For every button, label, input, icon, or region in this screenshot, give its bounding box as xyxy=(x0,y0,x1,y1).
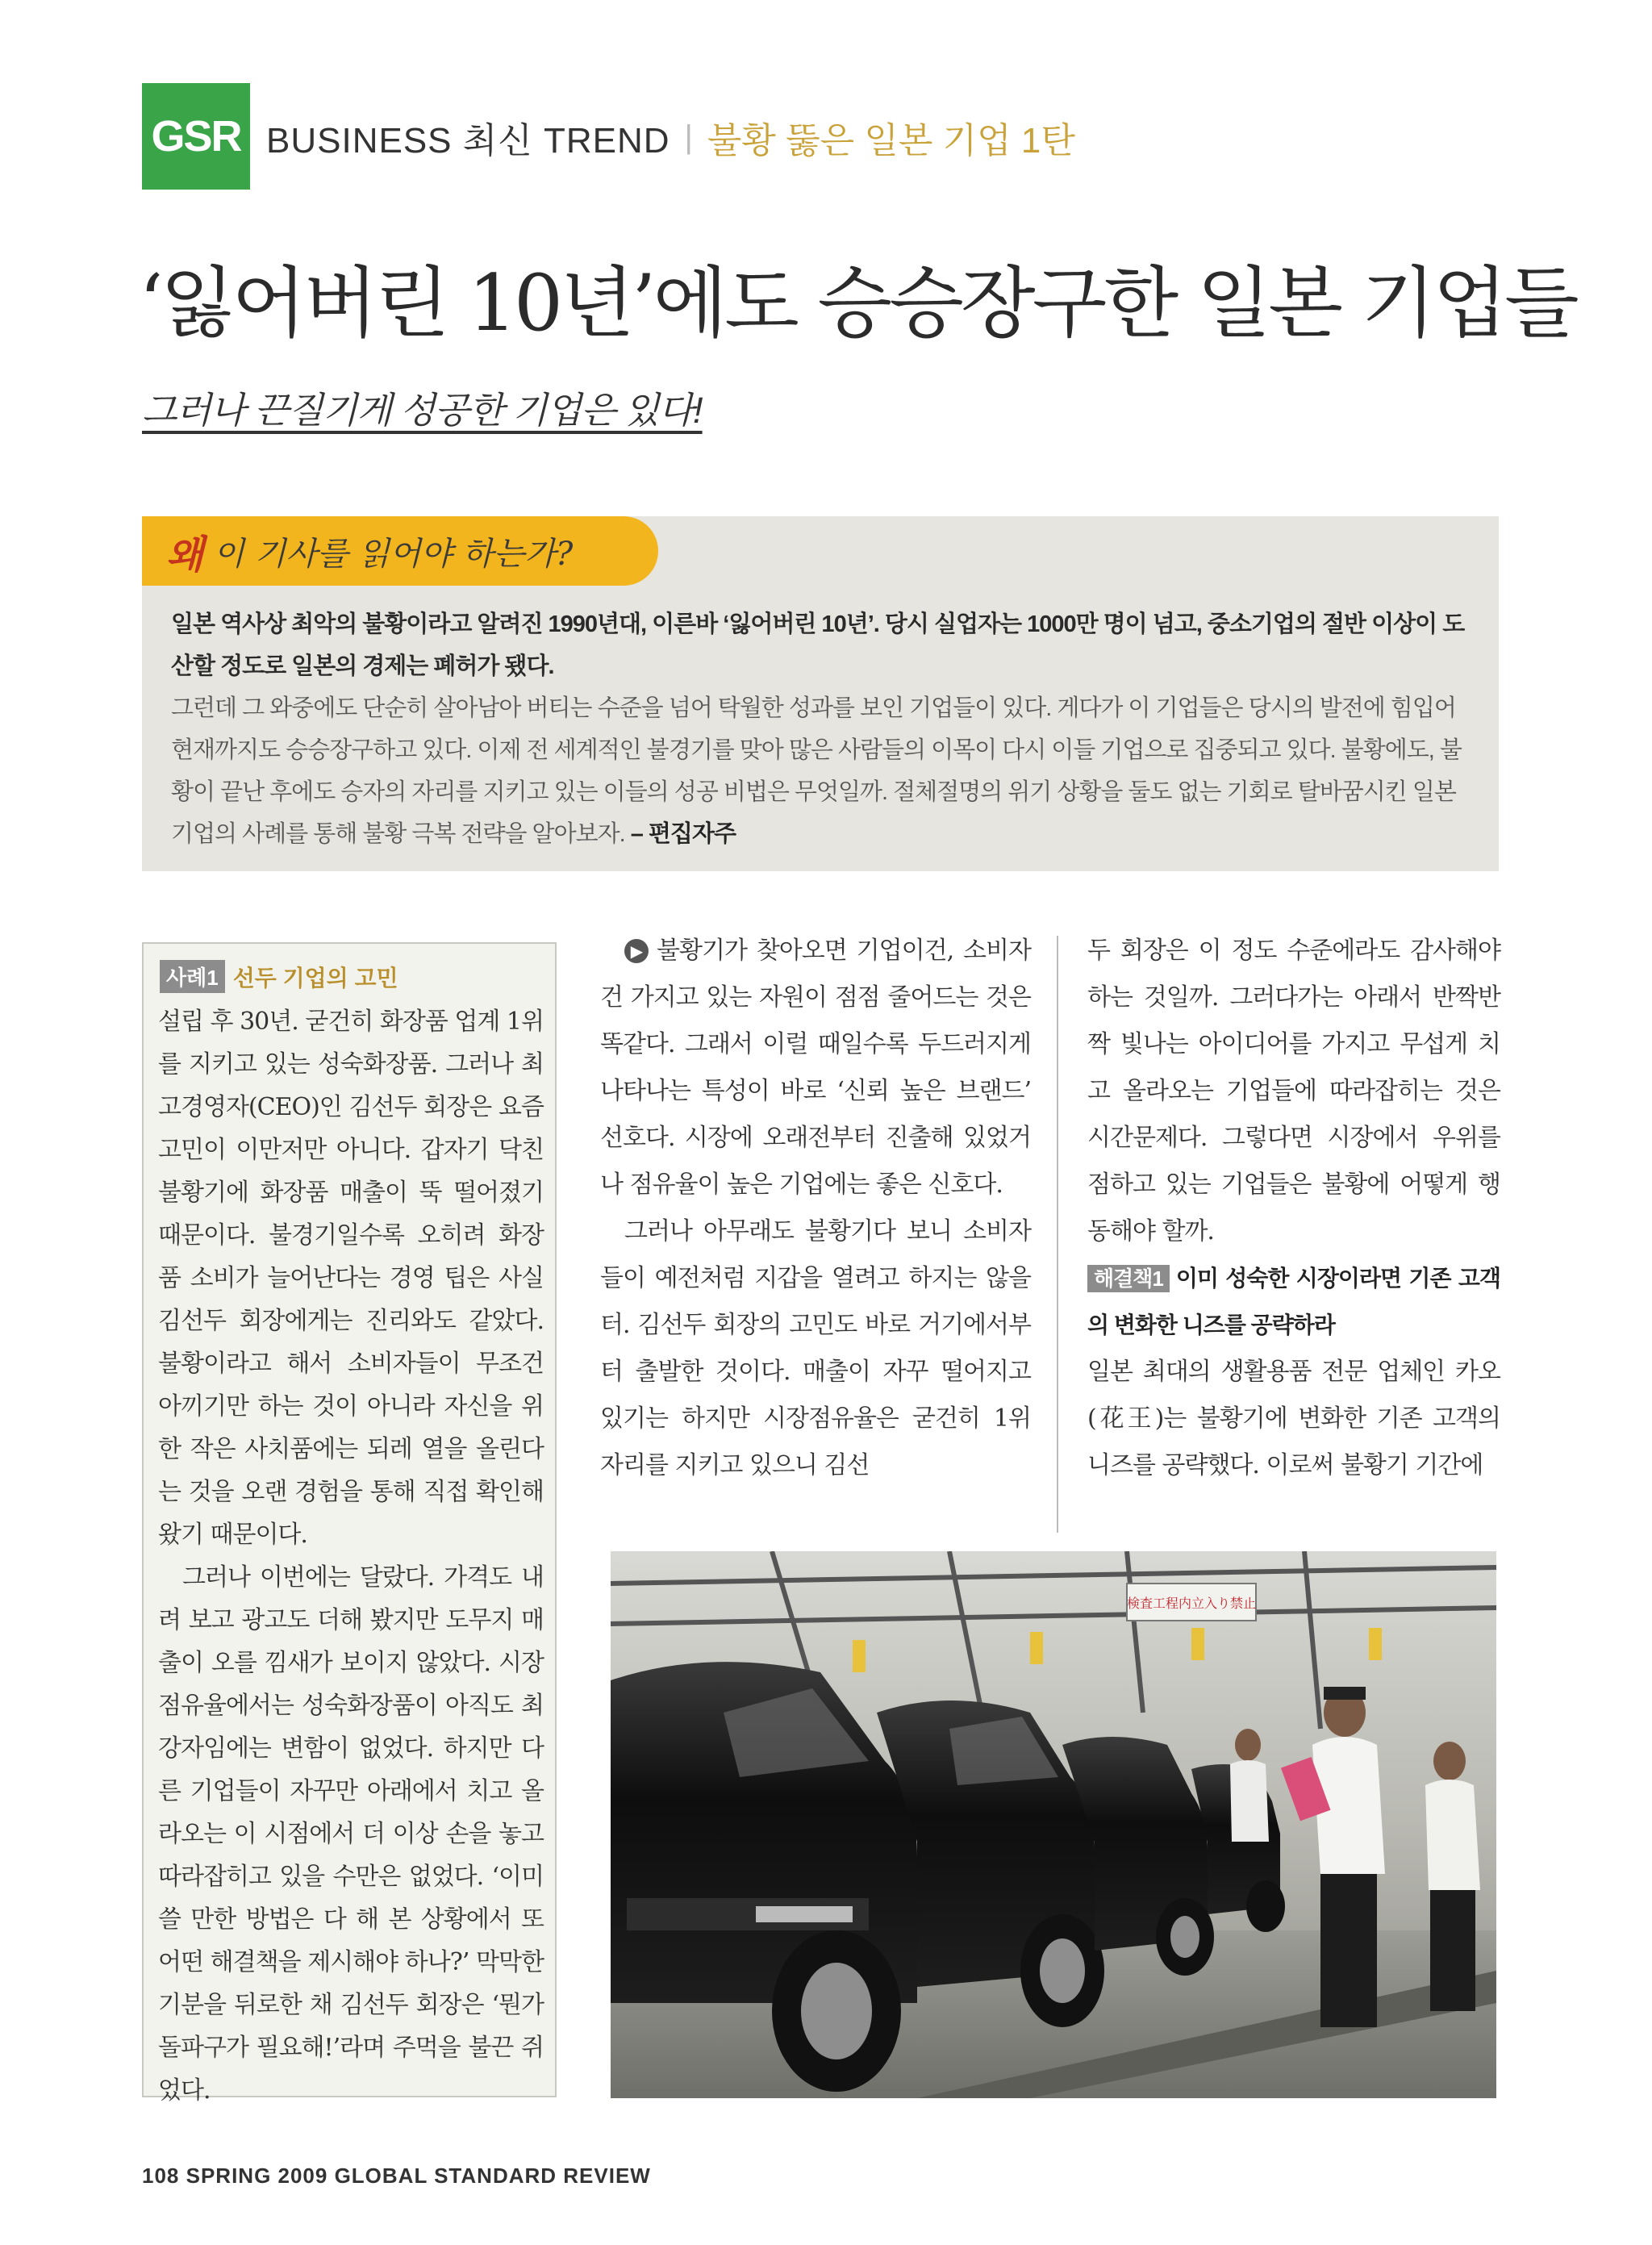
page-footer: 108 SPRING 2009 GLOBAL STANDARD REVIEW xyxy=(142,2164,651,2188)
body-column-2 xyxy=(600,928,1031,1489)
section-header xyxy=(266,113,1075,161)
case-paragraph-1: 설립 후 30년. 굳건히 화장품 업계 1위를 지키고 있는 성숙화장품. 그러나 최고경영자(CEO)인 김선두 회장은 요즘 고민이 이만저만 아니다. 갑자기 닥친 불황기에 화장품 매출이 뚝 떨어졌기 때문이다. 불경기일수록 오히려 화장품 소비가 늘어난다는 경영 팁은 사실 김선두 회장에게는 진리와도 같았다. 불황이라고 해서 소비자들이 무조건 아끼기만 하는 것이 아니라 자신을 위한 작은 사치품에는 되레 열을 올린다는 것을 오랜 경험을 통해 직접 확인해 왔기 때문이다. xyxy=(158,1008,544,1549)
warning-sign: 検査工程内立入り禁止 xyxy=(1126,1596,1257,1611)
column3-paragraph-1: 두 회장은 이 정도 수준에라도 감사해야 하는 것일까. 그러다가는 아래서 반짝반짝 빛나는 아이디어를 가지고 무섭게 치고 올라오는 기업들에 따라잡히는 것은 시간문제다. 그렇다면 시장에서 우위를 점하고 있는 기업들은 불황에 어떻게 행동해야 할까. xyxy=(1087,937,1500,1246)
why-lead-text: 일본 역사상 최악의 불황이라고 알려진 1990년대, 이른바 ‘잃어버린 10년’. 당시 실업자는 1000만 명이 넘고, 중소기업의 절반 이상이 도산할 정도로 일본의 경제는 폐허가 됐다. xyxy=(171,611,1465,679)
case-paragraph-2: 그러나 이번에는 달랐다. 가격도 내려 보고 광고도 더해 봤지만 도무지 매출이 오를 낌새가 보이지 않았다. 시장점유율에서는 성숙화장품이 아직도 최강자임에는 변함이 없었다. 하지만 다른 기업들이 자꾸만 아래에서 치고 올라오는 이 시점에서 더 이상 손을 놓고 따라잡히고 있을 수만은 없었다. ‘이미 쓸 만한 방법은 다 해 본 상황에서 또 어떤 해결책을 제시해야 하나?’ 막막한 기분을 뒤로한 채 김선두 회장은 ‘뭔가 돌파구가 필요해!’라며 주먹을 불끈 쥐었다. xyxy=(158,1563,544,2105)
header-separator: | xyxy=(684,119,693,155)
case-title: 선두 기업의 고민 xyxy=(232,965,398,991)
article-title: ‘잃어버린 10년’에도 승승장구한 일본 기업들 xyxy=(139,258,1576,348)
why-heading: 이 기사를 읽어야 하는가? xyxy=(213,535,574,573)
column3-paragraph-2: 일본 최대의 생활용품 전문 업체인 카오(花王)는 불황기에 변화한 기존 고객의 니즈를 공략했다. 이로써 불황기 기간에 xyxy=(1087,1358,1500,1479)
solution-title: 이미 성숙한 시장이라면 기존 고객의 변화한 니즈를 공략하라 xyxy=(1087,1266,1500,1337)
column2-paragraph-1 xyxy=(600,928,1031,1208)
column2-paragraph-2: 그러나 아무래도 불황기다 보니 소비자들이 예전처럼 지갑을 열려고 하지는 않을 터. 김선두 회장의 고민도 바로 거기에서부터 출발한 것이다. 매출이 자꾸 떨어지고 있기는 하지만 시장점유율은 굳건히 1위 자리를 지키고 있으니 김선 xyxy=(600,1217,1031,1479)
case-study-header xyxy=(160,960,398,993)
why-read-tab xyxy=(142,516,658,586)
solution-heading xyxy=(1087,1255,1500,1349)
series-label: 불황 뚫은 일본 기업 1탄 xyxy=(707,121,1075,161)
gsr-logo: GSR xyxy=(142,83,250,190)
column-divider xyxy=(1057,936,1058,1533)
case-badge: 사례1 xyxy=(160,960,225,993)
article-subtitle: 그러나 끈질기게 성공한 기업은 있다! xyxy=(142,390,703,431)
case-study-text xyxy=(158,1000,544,2112)
factory-photo-illustration xyxy=(611,1551,1496,2098)
solution-badge: 해결책1 xyxy=(1087,1265,1170,1292)
section-label: BUSINESS 최신 TREND xyxy=(266,121,670,161)
why-mark: 왜 xyxy=(166,532,204,578)
arrow-right-icon: ▶ xyxy=(624,939,649,963)
factory-photo xyxy=(611,1551,1496,2098)
why-body-sentence: 그런데 그 와중에도 단순히 살아남아 버티는 수준을 넘어 탁월한 성과를 보인 기업들이 있다. 게다가 이 기업들은 당시의 발전에 힘입어 현재까지도 승승장구하고 있다. 이제 전 세계적인 불경기를 맞아 많은 사람들의 이목이 다시 이들 기업으로 집중되고 있다. 불황에도, 불황이 끝난 후에도 승자의 자리를 지키고 있는 이들의 성공 비법은 무엇일까. 절체절명의 위기 상황을 둘도 없는 기회로 탈바꿈시킨 일본 기업의 사례를 통해 불황 극복 전략을 알아보자. xyxy=(171,695,1462,847)
editor-note: – 편집자주 xyxy=(630,821,736,847)
why-body-text xyxy=(171,687,1479,855)
column2-paragraph-1-text: 불황기가 찾아오면 기업이건, 소비자건 가지고 있는 자원이 점점 줄어드는 것은 똑같다. 그래서 이럴 때일수록 두드러지게 나타나는 특성이 바로 ‘신뢰 높은 브랜드’ 선호다. 시장에 오래전부터 진출해 있었거나 점유율이 높은 기업에는 좋은 신호다. xyxy=(600,937,1031,1199)
body-column-3 xyxy=(1087,928,1500,1489)
